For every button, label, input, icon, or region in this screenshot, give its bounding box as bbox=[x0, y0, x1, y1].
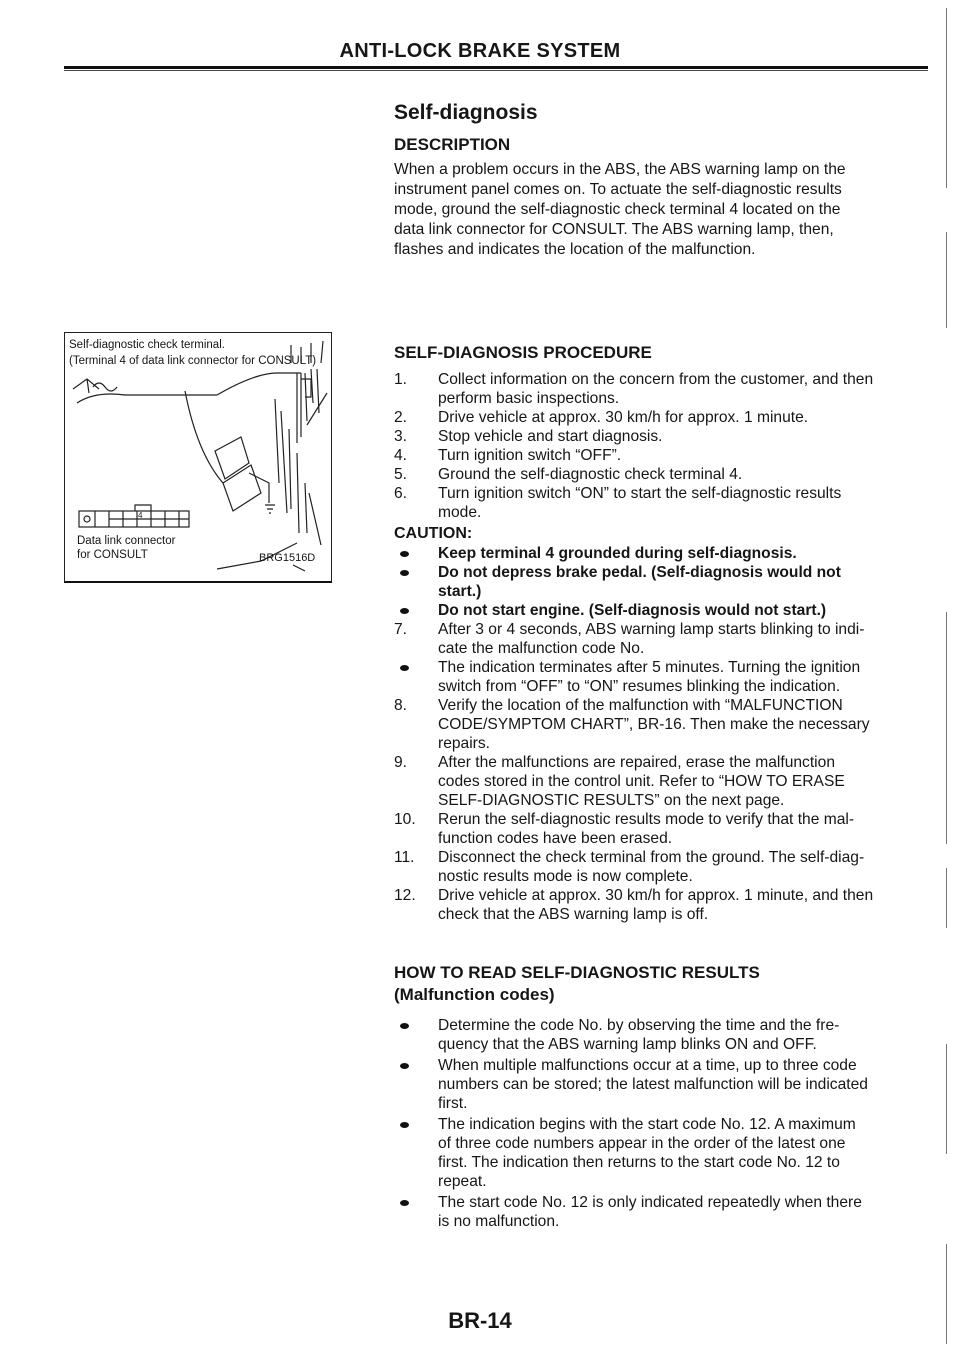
bullet-icon bbox=[394, 563, 438, 601]
text-line: The indication terminates after 5 minutes. Turning the ignition bbox=[438, 659, 861, 676]
bullet-item bbox=[394, 601, 930, 620]
item-text bbox=[438, 1193, 930, 1231]
text-line: perform basic inspections. bbox=[438, 390, 620, 407]
figure-label-data-link-connector: Data link connector bbox=[77, 535, 176, 547]
diagnostic-figure bbox=[64, 332, 332, 583]
text-line: check that the ABS warning lamp is off. bbox=[438, 906, 709, 923]
section-title: Self-diagnosis bbox=[394, 101, 538, 124]
text-line: Determine the code No. by observing the time and the fre- bbox=[438, 1017, 840, 1034]
text-line: SELF-DIAGNOSTIC RESULTS” on the next page. bbox=[438, 792, 785, 809]
procedure-step bbox=[394, 446, 930, 465]
text-line: start.) bbox=[438, 583, 482, 600]
read-results-list bbox=[394, 1016, 930, 1231]
procedure-step bbox=[394, 370, 930, 408]
page-edge-mark bbox=[946, 8, 947, 188]
procedure-step bbox=[394, 408, 930, 427]
item-text bbox=[438, 544, 930, 563]
header-rule-thin bbox=[64, 70, 928, 71]
step-number: 6. bbox=[394, 485, 408, 502]
text-line: first. bbox=[438, 1095, 468, 1112]
text-line: nostic results mode is now complete. bbox=[438, 868, 693, 885]
figure-code: BRG1516D bbox=[259, 552, 316, 564]
procedure-heading: SELF-DIAGNOSIS PROCEDURE bbox=[394, 343, 652, 362]
step-number: 11. bbox=[394, 849, 415, 866]
text-line: After the malfunctions are repaired, erase the malfunction bbox=[438, 754, 835, 771]
item-text bbox=[438, 370, 930, 408]
text-line: Verify the location of the malfunction with “MALFUNCTION bbox=[438, 697, 843, 714]
text-line: repairs. bbox=[438, 735, 490, 752]
bullet-icon bbox=[394, 601, 438, 620]
figure-label-terminal-4: (Terminal 4 of data link connector for CONSULT) bbox=[69, 355, 317, 367]
bullet-item bbox=[394, 1016, 930, 1054]
text-line: Stop vehicle and start diagnosis. bbox=[438, 428, 663, 445]
item-text bbox=[438, 848, 930, 886]
bullet-icon bbox=[394, 1115, 438, 1191]
item-text bbox=[438, 1115, 930, 1191]
caution-label: CAUTION: bbox=[394, 525, 473, 542]
procedure-step bbox=[394, 620, 930, 658]
procedure-step bbox=[394, 484, 930, 522]
item-text bbox=[438, 427, 930, 446]
procedure-steps-continued bbox=[394, 620, 930, 924]
text-line: function codes have been erased. bbox=[438, 830, 673, 847]
page-edge-mark bbox=[946, 232, 947, 328]
page-number: BR-14 bbox=[448, 1308, 512, 1333]
procedure-step bbox=[394, 696, 930, 753]
step-number: 10. bbox=[394, 811, 416, 828]
step-number: 2. bbox=[394, 409, 408, 426]
item-text bbox=[438, 753, 930, 810]
text-line: Drive vehicle at approx. 30 km/h for approx. 1 minute, and then bbox=[438, 887, 874, 904]
step-number: 8. bbox=[394, 697, 408, 714]
procedure-step bbox=[394, 848, 930, 886]
read-results-subheading: (Malfunction codes) bbox=[394, 985, 555, 1004]
text-line: The indication begins with the start code No. 12. A maximum bbox=[438, 1116, 856, 1133]
text-line: Collect information on the concern from the customer, and then bbox=[438, 371, 874, 388]
bullet-item bbox=[394, 544, 930, 563]
page-edge-mark bbox=[946, 612, 947, 844]
text-line: of three code numbers appear in the order of the latest one bbox=[438, 1135, 846, 1152]
text-line: repeat. bbox=[438, 1173, 487, 1190]
caution-list bbox=[394, 544, 930, 620]
text-line: Do not depress brake pedal. (Self-diagnosis would not bbox=[438, 564, 841, 581]
text-line: CODE/SYMPTOM CHART”, BR-16. Then make the necessary bbox=[438, 716, 870, 733]
figure-label-check-terminal: Self-diagnostic check terminal. bbox=[69, 339, 225, 351]
description-heading: DESCRIPTION bbox=[394, 135, 511, 154]
procedure-section bbox=[394, 342, 930, 924]
procedure-step bbox=[394, 465, 930, 484]
item-text bbox=[438, 446, 930, 465]
pin-number-label: 4 bbox=[138, 511, 143, 520]
figure-label-for-consult: for CONSULT bbox=[77, 549, 148, 561]
procedure-step bbox=[394, 810, 930, 848]
procedure-step bbox=[394, 886, 930, 924]
description-line: data link connector for CONSULT. The ABS warning lamp, then, bbox=[394, 221, 834, 238]
bullet-item bbox=[394, 1056, 930, 1113]
text-line: is no malfunction. bbox=[438, 1213, 560, 1230]
text-line: After 3 or 4 seconds, ABS warning lamp starts blinking to indi- bbox=[438, 621, 865, 638]
step-number: 4. bbox=[394, 447, 408, 464]
text-line: switch from “OFF” to “ON” resumes blinking the indication. bbox=[438, 678, 841, 695]
bullet-icon bbox=[394, 1056, 438, 1113]
item-text bbox=[438, 484, 930, 522]
text-line: mode. bbox=[438, 504, 482, 521]
description-text bbox=[394, 160, 930, 260]
text-line: Turn ignition switch “ON” to start the self-diagnostic results bbox=[438, 485, 842, 502]
read-results-section bbox=[394, 962, 930, 1233]
item-text bbox=[438, 696, 930, 753]
page-edge-mark bbox=[946, 1044, 947, 1154]
item-text bbox=[438, 465, 930, 484]
read-results-heading: HOW TO READ SELF-DIAGNOSTIC RESULTS bbox=[394, 963, 760, 982]
step-number: 5. bbox=[394, 466, 408, 483]
item-text bbox=[438, 408, 930, 427]
item-text bbox=[438, 563, 930, 601]
page-edge-mark bbox=[946, 868, 947, 928]
bullet-icon bbox=[394, 1193, 438, 1231]
description-line: instrument panel comes on. To actuate the self-diagnostic results bbox=[394, 181, 842, 198]
item-text bbox=[438, 1056, 930, 1113]
item-text bbox=[438, 886, 930, 924]
item-text bbox=[438, 810, 930, 848]
item-text bbox=[438, 658, 930, 696]
text-line: first. The indication then returns to the start code No. 12 to bbox=[438, 1154, 840, 1171]
bullet-item bbox=[394, 1193, 930, 1231]
step-number: 12. bbox=[394, 887, 416, 904]
bullet-icon bbox=[394, 658, 438, 696]
header-rule bbox=[64, 66, 928, 69]
text-line: Turn ignition switch “OFF”. bbox=[438, 447, 622, 464]
item-text bbox=[438, 1016, 930, 1054]
step-number: 1. bbox=[394, 371, 408, 388]
text-line: When multiple malfunctions occur at a time, up to three code bbox=[438, 1057, 857, 1074]
text-line: Do not start engine. (Self-diagnosis would not start.) bbox=[438, 602, 827, 619]
description-line: When a problem occurs in the ABS, the ABS warning lamp on the bbox=[394, 161, 846, 178]
text-line: Ground the self-diagnostic check terminal 4. bbox=[438, 466, 743, 483]
text-line: cate the malfunction code No. bbox=[438, 640, 645, 657]
text-line: codes stored in the control unit. Refer to “HOW TO ERASE bbox=[438, 773, 845, 790]
text-line: Rerun the self-diagnostic results mode to verify that the mal- bbox=[438, 811, 855, 828]
page-header-title: ANTI-LOCK BRAKE SYSTEM bbox=[339, 40, 621, 62]
bullet-icon bbox=[394, 544, 438, 563]
procedure-step bbox=[394, 427, 930, 446]
text-line: Drive vehicle at approx. 30 km/h for approx. 1 minute. bbox=[438, 409, 809, 426]
text-line: The start code No. 12 is only indicated repeatedly when there bbox=[438, 1194, 862, 1211]
text-line: quency that the ABS warning lamp blinks ON and OFF. bbox=[438, 1036, 817, 1053]
text-line: Disconnect the check terminal from the ground. The self-diag- bbox=[438, 849, 865, 866]
bullet-item bbox=[394, 1115, 930, 1191]
description-line: mode, ground the self-diagnostic check terminal 4 located on the bbox=[394, 201, 841, 218]
procedure-step bbox=[394, 753, 930, 810]
item-text bbox=[438, 601, 930, 620]
item-text bbox=[438, 620, 930, 658]
text-line: Keep terminal 4 grounded during self-diagnosis. bbox=[438, 545, 797, 562]
bullet-icon bbox=[394, 1016, 438, 1054]
step-number: 9. bbox=[394, 754, 408, 771]
step-number: 3. bbox=[394, 428, 408, 445]
bullet-item bbox=[394, 563, 930, 601]
procedure-steps bbox=[394, 370, 930, 522]
description-line: flashes and indicates the location of the malfunction. bbox=[394, 241, 756, 258]
text-line: numbers can be stored; the latest malfunction will be indicated bbox=[438, 1076, 868, 1093]
step-number: 7. bbox=[394, 621, 408, 638]
procedure-step bbox=[394, 658, 930, 696]
description-section bbox=[394, 100, 930, 260]
